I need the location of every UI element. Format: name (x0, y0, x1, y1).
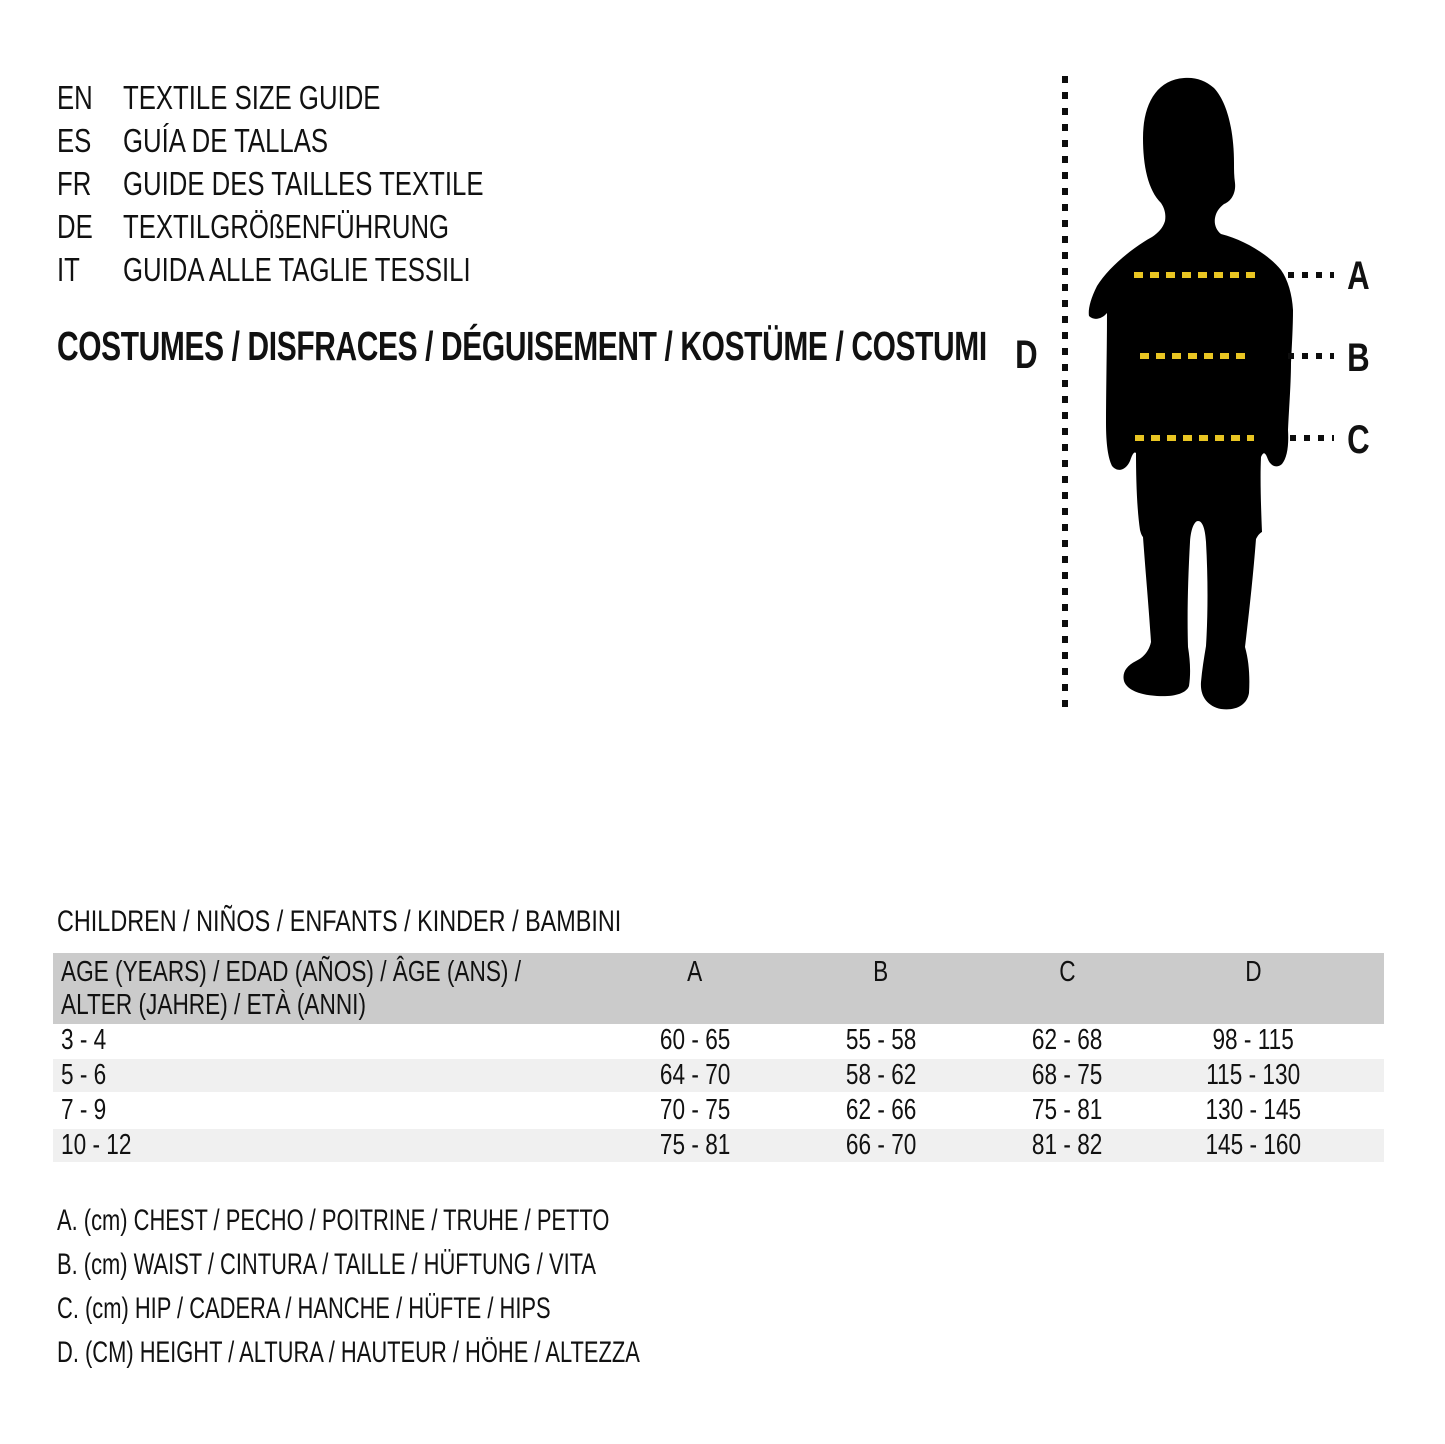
language-title: TEXTILGRÖßENFÜHRUNG (123, 207, 450, 245)
height-range: 98 - 115 (1212, 1024, 1294, 1056)
category-title: COSTUMES / DISFRACES / DÉGUISEMENT / KOSTÜME / COSTUMI (57, 323, 987, 369)
language-code: EN (57, 78, 93, 116)
language-code: DE (57, 207, 93, 245)
language-code: ES (57, 121, 92, 159)
measure-label-hip: C (1347, 418, 1370, 462)
column-header-c: C (1058, 956, 1076, 988)
child-silhouette (1089, 78, 1293, 710)
column-header-d: D (1244, 956, 1262, 988)
height-range: 145 - 160 (1205, 1129, 1301, 1161)
language-row-fr (57, 162, 585, 205)
language-code: FR (57, 164, 92, 202)
hip-range: 75 - 81 (1031, 1094, 1103, 1126)
language-list (57, 76, 585, 291)
height-range: 115 - 130 (1206, 1059, 1300, 1091)
hip-range: 62 - 68 (1031, 1024, 1103, 1056)
language-title: GUIDE DES TAILLES TEXTILE (123, 164, 484, 202)
table-body (53, 1024, 1384, 1162)
language-title: GUÍA DE TALLAS (123, 121, 329, 159)
age-range: 3 - 4 (61, 1024, 107, 1056)
age-range: 10 - 12 (61, 1129, 132, 1161)
column-header-b: B (873, 956, 889, 988)
children-section-title: CHILDREN / NIÑOS / ENFANTS / KINDER / BAMBINI (57, 905, 622, 938)
age-range: 5 - 6 (61, 1059, 107, 1091)
measurement-legend (57, 1199, 855, 1375)
table-row (53, 1024, 1384, 1057)
legend-height: D. (CM) HEIGHT / ALTURA / HAUTEUR / HÖHE / ALTEZZA (57, 1336, 640, 1369)
language-code: IT (57, 250, 80, 288)
age-column-header: AGE (YEARS) / EDAD (AÑOS) / ÂGE (ANS) / ALTER (JAHRE) / ETÀ (ANNI) (61, 956, 522, 1021)
children-size-table (53, 953, 1384, 1164)
chest-range: 64 - 70 (659, 1059, 731, 1091)
legend-hip: C. (cm) HIP / CADERA / HANCHE / HÜFTE / HIPS (57, 1292, 551, 1325)
legend-waist: B. (cm) WAIST / CINTURA / TAILLE / HÜFTUNG / VITA (57, 1248, 597, 1281)
measure-label-waist: B (1347, 336, 1370, 380)
column-header-a: A (687, 956, 703, 988)
waist-range: 62 - 66 (845, 1094, 917, 1126)
chest-range: 75 - 81 (659, 1129, 731, 1161)
height-range: 130 - 145 (1205, 1094, 1301, 1126)
age-range: 7 - 9 (61, 1094, 107, 1126)
language-row-es (57, 119, 585, 162)
measure-label-chest: A (1347, 254, 1370, 298)
language-title: GUIDA ALLE TAGLIE TESSILI (123, 250, 471, 288)
table-row (53, 1059, 1384, 1092)
chest-range: 60 - 65 (659, 1024, 731, 1056)
hip-range: 81 - 82 (1031, 1129, 1103, 1161)
hip-range: 68 - 75 (1031, 1059, 1103, 1091)
language-row-de (57, 205, 585, 248)
waist-range: 66 - 70 (845, 1129, 917, 1161)
language-row-it (57, 248, 585, 291)
legend-chest: A. (cm) CHEST / PECHO / POITRINE / TRUHE / PETTO (57, 1204, 610, 1237)
child-silhouette-figure (1000, 58, 1440, 728)
chest-range: 70 - 75 (659, 1094, 731, 1126)
language-row-en (57, 76, 585, 119)
waist-range: 55 - 58 (845, 1024, 917, 1056)
language-title: TEXTILE SIZE GUIDE (123, 78, 381, 116)
table-header-row (53, 953, 1384, 1024)
table-row (53, 1094, 1384, 1127)
waist-range: 58 - 62 (845, 1059, 917, 1091)
table-row (53, 1129, 1384, 1162)
measure-label-height: D (1014, 333, 1038, 377)
